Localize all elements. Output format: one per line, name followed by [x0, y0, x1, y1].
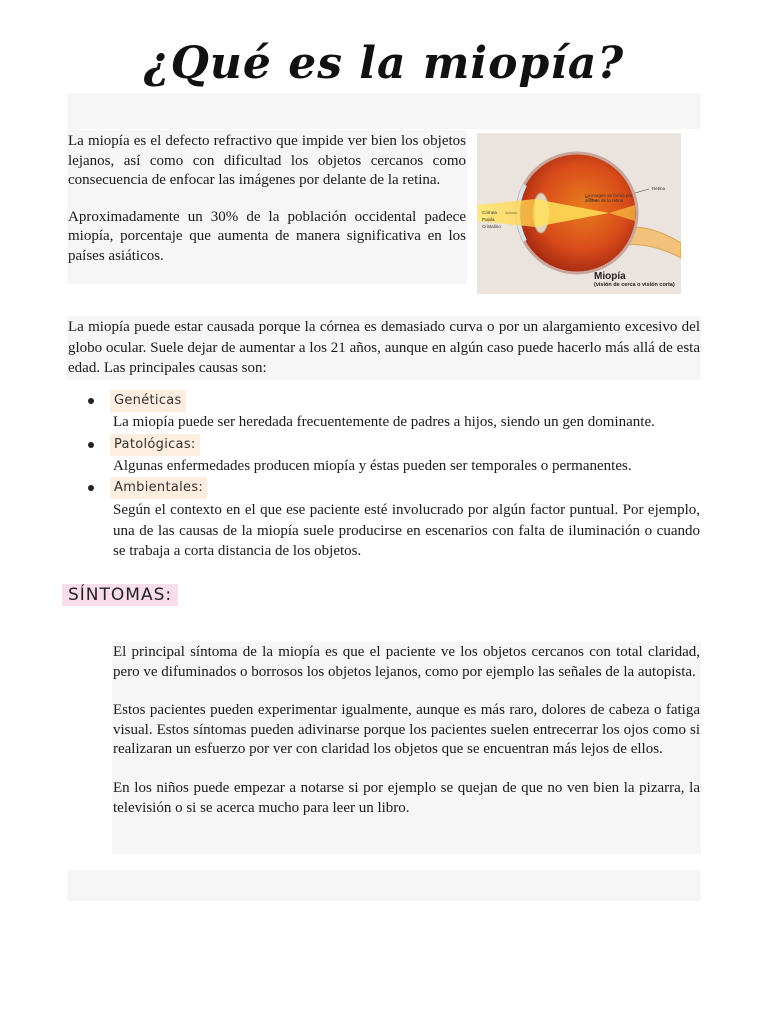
top-shaded-band: [67, 93, 701, 129]
symptoms-heading: SÍNTOMAS:: [62, 584, 178, 606]
intro-paragraph-2: Aproximadamente un 30% de la población occidental padece miopía, porcentaje que aumenta de manera significativa en los países asiáticos.: [68, 208, 466, 264]
eye-diagram: [477, 133, 681, 294]
retina-pointer: [635, 189, 649, 193]
intro-paragraph-1: La miopía es el defecto refractivo que impide ver bien los objetos lejanos, así como con dificultad los objetos cercanos como consecuencia de enfocar las imágenes por delante de la retina.: [68, 133, 466, 189]
label-cristalino: Cristalino: [482, 224, 501, 229]
bullet-icon: [88, 398, 94, 404]
causes-intro: La miopía puede estar causada porque la córnea es demasiado curva o por un alargamiento excesivo del globo ocular. Suele dejar de aumentar a los 21 años, aunque en algún caso puede hacerlo más allá de esta edad. Las principales causas son:: [68, 319, 700, 377]
page-title: ¿Qué es la miopía?: [143, 38, 625, 89]
label-retina: Retina: [652, 186, 666, 191]
bullet-icon: [88, 485, 94, 491]
myopia-eye-illustration: [477, 133, 681, 294]
cause-text-geneticas: La miopía puede ser heredada frecuentemente de padres a hijos, siendo un gen dominante.: [113, 414, 655, 430]
label-pupila: Pupila: [482, 217, 495, 222]
symptoms-text: [113, 643, 700, 837]
intro-text: [68, 132, 466, 284]
symptoms-paragraph-3: En los niños puede empezar a notarse si por ejemplo se quejan de que no ven bien la pizarra, la televisión o si se acerca mucho para leer un libro.: [113, 779, 700, 816]
bullet-icon: [88, 442, 94, 448]
cause-label-geneticas: Genéticas: [110, 390, 186, 412]
label-focus: La imagen se forma por delante de la retina: [585, 193, 633, 203]
symptoms-paragraph-1: El principal síntoma de la miopía es que el paciente ve los objetos cercanos con total claridad, pero ve difuminados o borrosos los objetos lejanos, como por ejemplo las señales de la autopista.: [113, 644, 700, 680]
cause-text-patologicas: Algunas enfermedades producen miopía y éstas pueden ser temporales o permanentes.: [113, 458, 632, 474]
figure-caption: [594, 271, 678, 288]
label-cornea: Córnea: [482, 210, 497, 215]
cause-label-ambientales: Ambientales:: [110, 477, 207, 499]
symptoms-paragraph-2: Estos pacientes pueden experimentar igualmente, aunque es más raro, dolores de cabeza o fatiga visual. Estos síntomas pueden adivinarse porque los pacientes suelen entrecerrar los ojos como si realizaran un esfuerzo por ver con claridad los objetos que se encuentran más lejos de ellos.: [113, 702, 700, 758]
bottom-shaded-band: [67, 870, 701, 901]
cause-label-patologicas: Patológicas:: [110, 434, 200, 456]
cause-text-ambientales: Según el contexto en el que ese paciente esté involucrado por algún factor puntual. Por ejemplo, una de las causas de la miopía suele producirse en escenarios con falta de iluminación o cuando se trabaja a corta distancia de los objetos.: [113, 502, 700, 560]
figure-caption-subtitle: (visión de cerca o visión corta): [594, 282, 675, 288]
figure-caption-title: Miopía: [594, 271, 626, 282]
